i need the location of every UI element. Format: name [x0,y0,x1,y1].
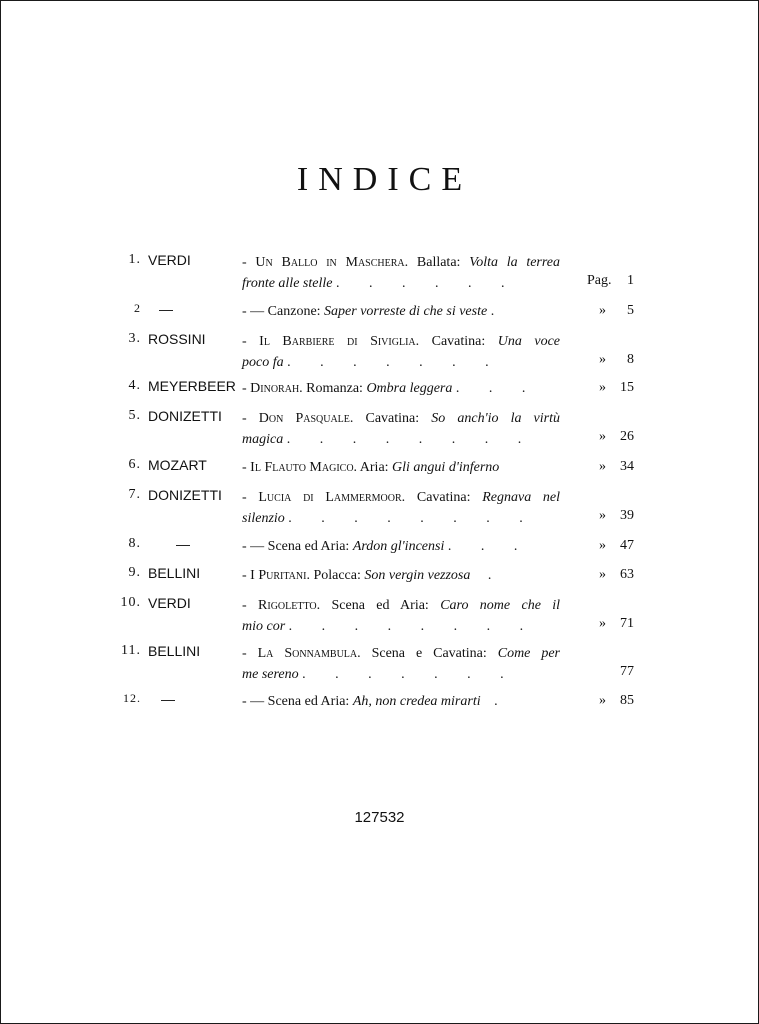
entry-kind: Cavatina: [431,334,486,349]
entry-opera: La Sonnambula [257,646,358,661]
entry-line-1 [242,536,560,557]
ditto-mark: » [599,616,606,631]
ditto-mark: » [599,303,606,318]
entry-kind: Polacca: [313,568,361,583]
entry-line-1: - I Puritani. Polacca: Son vergin vezzosa . [242,568,492,583]
ditto-mark: » [599,459,606,474]
entry-line-2 [242,352,560,373]
entry-kind: Scena ed Aria: [331,598,429,613]
entry-aria-title: Regnava nel [482,490,561,505]
entry-opera: Don Pasquale [258,411,350,426]
entry-description [242,301,560,322]
entry-page: 77 [620,664,634,679]
entry-composer: DONIZETTI [148,487,222,503]
entry-aria-title-cont: me sereno [242,667,299,682]
entry-page: 39 [620,508,634,523]
ditto-mark: » [599,380,606,395]
entry-page: 15 [620,380,634,395]
page-label: Pag. [587,273,612,288]
entry-number: 10. [120,595,141,610]
index-entry [1,595,759,645]
entry-page: 85 [620,693,634,708]
entry-composer: MOZART [148,457,207,473]
entry-line-2 [242,429,560,450]
entry-composer: VERDI [148,252,191,268]
entry-composer: BELLINI [148,643,201,659]
entry-dash: - [242,598,247,613]
ditto-mark: » [599,567,606,582]
ditto-mark: » [599,352,606,367]
entry-kind: Canzone: [267,304,321,319]
entry-number: 1. [128,252,141,267]
entry-number: 3. [128,331,141,346]
entry-number: 2 [134,301,141,315]
entry-description [242,595,560,637]
entry-line-2 [242,273,560,294]
index-entry [1,408,759,458]
entry-number: 8. [128,536,141,551]
page-title: INDICE [296,161,473,198]
entry-description [242,643,560,685]
entry-aria-title-cont: silenzio [242,511,285,526]
entry-aria-title: Caro nome che il [440,598,561,613]
entry-leader-dots: . . . [447,539,518,554]
entry-leader-dots: . . . . . . . [302,667,504,682]
entry-kind: Scena e Cavatina: [371,646,487,661]
entry-number: 4. [128,378,141,393]
catalog-number: 127532 [354,809,405,826]
entry-leader-dots: . . . [455,381,526,396]
entry-composer: BELLINI [148,565,201,581]
entry-line-1: - Don Pasquale. Cavatina: So anch'io la virtù [242,411,561,426]
ditto-mark: » [599,693,606,708]
entry-leader-dots: . . . . . . . [287,355,489,370]
entry-opera: Il Flauto Magico [250,460,354,475]
entry-kind: Aria: [359,460,389,475]
entry-description [242,378,560,399]
entry-dash: - [242,490,247,505]
entry-aria-title: Ah, non credea mirarti [352,694,481,709]
entry-line-1: - Un Ballo in Maschera. Ballata: Volta la terrea [242,255,561,270]
entry-aria-title-cont: fronte alle stelle [242,276,333,291]
entry-number: 11. [121,643,141,658]
entry-line-1: - Dinorah. Romanza: Ombra leggera . . . [242,381,526,396]
entry-aria-title: So anch'io la virtù [431,411,561,426]
entry-composer: DONIZETTI [148,408,222,424]
entry-composer: VERDI [148,595,191,611]
entry-composer: — [161,691,175,707]
ditto-mark: » [599,538,606,553]
entry-description [242,487,560,529]
entry-dash: - [242,255,247,270]
entry-composer: MEYERBEER [148,378,236,394]
entry-line-2 [242,616,560,637]
entry-aria-title: Ardon gl'incensi [352,539,445,554]
entry-leader-dots: . . . . . . . . [288,619,524,634]
entry-aria-title: Come per [497,646,561,661]
entry-opera: Dinorah [250,381,300,396]
index-entry [1,643,759,693]
index-entry [1,331,759,381]
entry-dash: - [242,646,247,661]
entry-line-2 [242,508,560,529]
entry-composer: — [176,536,190,552]
entry-opera: Rigoletto [258,598,317,613]
entry-leader-dots: . . . . . . [335,276,505,291]
entry-description [242,457,560,478]
entry-opera: I Puritani [250,568,307,583]
entry-dash: - [242,334,247,349]
entry-dash: - [242,460,247,475]
entry-aria-title-cont: magica [242,432,284,447]
entry-number: 7. [128,487,141,502]
entry-aria-title: Una voce [497,334,561,349]
ditto-mark: » [599,508,606,523]
entry-description [242,252,560,294]
entry-leader-dots: . . . . . . . . [286,432,522,447]
entry-leader-dots: . [487,568,492,583]
entry-aria-title: Volta la terrea [469,255,561,270]
entry-dash: - — [242,304,265,319]
entry-page: 47 [620,538,634,553]
entry-dash: - [242,568,247,583]
entry-line-1: - Il Barbiere di Siviglia. Cavatina: Una voce [242,334,561,349]
entry-line-2 [242,664,560,685]
entry-description [242,691,560,712]
entry-leader-dots: . [494,694,498,709]
entry-number: 12. [123,691,141,705]
entry-line-1: - La Sonnambula. Scena e Cavatina: Come per [242,646,561,661]
entry-page: 71 [620,616,634,631]
entry-aria-title: Son vergin vezzosa [364,568,471,583]
entry-dash: - — [242,539,265,554]
entry-description [242,408,560,450]
entry-description [242,536,560,557]
entry-page: 26 [620,429,634,444]
index-entry [1,252,759,302]
entry-opera: Un Ballo in Maschera [255,255,405,270]
entry-kind: Scena ed Aria: [267,694,350,709]
index-entry [1,487,759,537]
index-entry [1,691,759,741]
entry-leader-dots: . [490,304,495,319]
entry-opera: Lucia di Lammermoor [258,490,402,505]
entry-dash: - [242,411,247,426]
entry-number: 6. [128,457,141,472]
entry-aria-title-cont: poco fa [242,355,284,370]
entry-line-1 [242,691,560,712]
entry-page: 34 [620,459,634,474]
entry-opera: Il Barbiere di Siviglia [259,334,416,349]
entry-aria-title: Gli angui d'inferno [392,460,500,475]
entry-page: 1 [627,273,634,288]
entry-kind: Scena ed Aria: [267,539,350,554]
entry-aria-title: Saper vorreste di che si veste [324,304,488,319]
ditto-mark: » [599,429,606,444]
entry-aria-title-cont: mio cor [242,619,286,634]
entry-composer: — [159,301,173,317]
entry-number: 5. [128,408,141,423]
entry-leader-dots: . . . . . . . . [288,511,523,526]
entry-page: 8 [627,352,634,367]
entry-description [242,565,560,586]
entry-page: 5 [627,303,634,318]
entry-line-1: - Lucia di Lammermoor. Cavatina: Regnava nel [242,490,561,505]
entry-line-1: - Il Flauto Magico. Aria: Gli angui d'inferno [242,460,500,475]
entry-line-1: - Rigoletto. Scena ed Aria: Caro nome che il [242,598,561,613]
entry-aria-title: Ombra leggera [366,381,453,396]
entry-dash: - [242,381,247,396]
entry-description [242,331,560,373]
entry-line-1 [242,301,560,322]
entry-kind: Cavatina: [365,411,420,426]
entry-kind: Cavatina: [416,490,471,505]
entry-page: 63 [620,567,634,582]
entry-kind: Romanza: [306,381,363,396]
entry-number: 9. [128,565,141,580]
entry-composer: ROSSINI [148,331,206,347]
entry-kind: Ballata: [416,255,461,270]
entry-dash: - — [242,694,265,709]
